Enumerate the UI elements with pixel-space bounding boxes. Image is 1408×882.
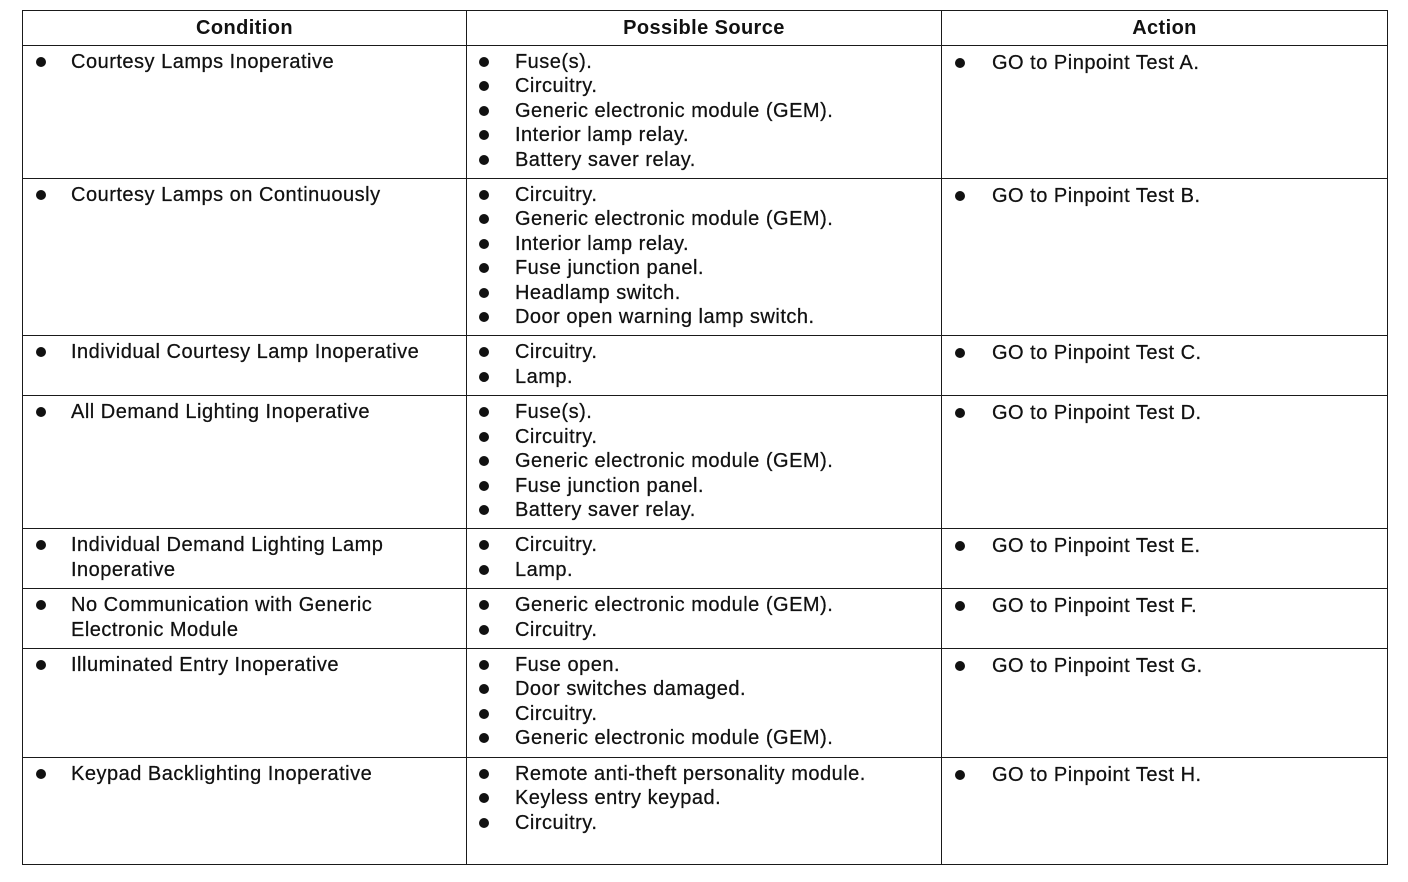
table-header: [23, 11, 1388, 46]
condition-item: [23, 400, 466, 424]
condition-cell: [23, 396, 467, 529]
source-item: [467, 726, 941, 750]
header-action: Action: [942, 11, 1388, 46]
source-text: Generic electronic module (GEM).: [514, 450, 834, 473]
bullet-icon: [479, 263, 489, 273]
action-cell: [942, 46, 1388, 179]
table-row: [23, 589, 1388, 649]
source-item: [467, 281, 941, 305]
source-item: [467, 533, 941, 557]
bullet-icon: [36, 540, 46, 550]
source-text: Lamp.: [514, 365, 574, 388]
possible-source-cell: [466, 757, 941, 864]
action-text: GO to Pinpoint Test A.: [992, 52, 1200, 74]
action-item: [942, 763, 1387, 787]
source-text: Door open warning lamp switch.: [514, 306, 815, 329]
bullet-icon: [479, 793, 489, 803]
action-text: GO to Pinpoint Test C.: [992, 342, 1202, 365]
source-item: [467, 498, 941, 522]
header-possible-source: Possible Source: [466, 11, 941, 46]
bullet-icon: [479, 456, 489, 466]
condition-item: [23, 50, 466, 74]
bullet-icon: [955, 191, 965, 201]
diagnosis-table: [22, 10, 1388, 865]
source-item: [467, 653, 941, 677]
bullet-icon: [479, 407, 489, 417]
possible-source-cell: [466, 46, 941, 179]
action-cell: [942, 336, 1388, 396]
bullet-icon: [479, 130, 489, 140]
bullet-icon: [479, 481, 489, 491]
bullet-icon: [36, 600, 46, 610]
bullet-icon: [955, 661, 965, 671]
action-cell: [942, 648, 1388, 757]
condition-text: Keypad Backlighting Inoperative: [71, 762, 373, 785]
source-item: [467, 449, 941, 473]
action-cell: [942, 529, 1388, 589]
source-item: [467, 99, 941, 123]
condition-item: [23, 762, 466, 786]
bullet-icon: [479, 769, 489, 779]
source-text: Interior lamp relay.: [514, 124, 690, 147]
condition-text: Individual Demand Lighting Lamp Inoperative: [71, 534, 384, 581]
possible-source-cell: [466, 396, 941, 529]
condition-item: [23, 533, 466, 582]
action-cell: [942, 589, 1388, 649]
source-item: [467, 232, 941, 256]
source-text: Circuitry.: [514, 811, 598, 834]
bullet-icon: [479, 818, 489, 828]
bullet-icon: [479, 565, 489, 575]
source-text: Fuse junction panel.: [514, 474, 704, 497]
possible-source-cell: [466, 648, 941, 757]
bullet-icon: [479, 709, 489, 719]
action-text: GO to Pinpoint Test E.: [992, 535, 1201, 558]
possible-source-cell: [466, 529, 941, 589]
condition-text: All Demand Lighting Inoperative: [71, 401, 371, 424]
bullet-icon: [955, 770, 965, 780]
source-item: [467, 677, 941, 701]
condition-cell: [23, 46, 467, 179]
table-row: [23, 179, 1388, 336]
bullet-icon: [479, 372, 489, 382]
condition-text: Illuminated Entry Inoperative: [71, 653, 339, 676]
bullet-icon: [479, 106, 489, 116]
action-text: GO to Pinpoint Test B.: [992, 185, 1201, 208]
condition-cell: [23, 336, 467, 396]
source-text: Generic electronic module (GEM).: [514, 208, 834, 231]
table-row: [23, 648, 1388, 757]
condition-item: [23, 183, 466, 207]
action-text: GO to Pinpoint Test G.: [992, 654, 1203, 677]
source-item: [467, 786, 941, 810]
condition-cell: [23, 529, 467, 589]
condition-text: Individual Courtesy Lamp Inoperative: [71, 341, 420, 364]
possible-source-cell: [466, 589, 941, 649]
source-text: Interior lamp relay.: [514, 232, 690, 255]
bullet-icon: [955, 348, 965, 358]
bullet-icon: [36, 347, 46, 357]
source-item: [467, 365, 941, 389]
bullet-icon: [955, 408, 965, 418]
condition-text: Courtesy Lamps on Continuously: [71, 184, 381, 207]
source-item: [467, 593, 941, 617]
action-item: [942, 341, 1387, 365]
source-item: [467, 702, 941, 726]
source-text: Generic electronic module (GEM).: [514, 727, 834, 750]
action-item: [942, 401, 1387, 425]
source-text: Fuse(s).: [514, 51, 593, 73]
bullet-icon: [479, 288, 489, 298]
bullet-icon: [479, 239, 489, 249]
bullet-icon: [36, 660, 46, 670]
action-cell: [942, 757, 1388, 864]
source-text: Generic electronic module (GEM).: [514, 99, 834, 122]
condition-item: [23, 653, 466, 677]
source-text: Lamp.: [514, 558, 574, 581]
source-text: Circuitry.: [514, 534, 598, 557]
bullet-icon: [479, 155, 489, 165]
action-item: [942, 51, 1387, 75]
source-text: Headlamp switch.: [514, 281, 681, 304]
action-item: [942, 594, 1387, 618]
action-item: [942, 184, 1387, 208]
bullet-icon: [36, 57, 46, 67]
action-item: [942, 654, 1387, 678]
source-item: [467, 207, 941, 231]
condition-cell: [23, 757, 467, 864]
bullet-icon: [479, 190, 489, 200]
bullet-icon: [36, 769, 46, 779]
bullet-icon: [36, 190, 46, 200]
possible-source-cell: [466, 179, 941, 336]
condition-cell: [23, 589, 467, 649]
condition-item: [23, 340, 466, 364]
table-row: [23, 336, 1388, 396]
source-item: [467, 618, 941, 642]
bullet-icon: [479, 733, 489, 743]
action-cell: [942, 396, 1388, 529]
bullet-icon: [955, 601, 965, 611]
source-item: [467, 425, 941, 449]
bullet-icon: [479, 347, 489, 357]
bullet-icon: [479, 81, 489, 91]
action-cell: [942, 179, 1388, 336]
action-item: [942, 534, 1387, 558]
bullet-icon: [955, 541, 965, 551]
source-item: [467, 474, 941, 498]
bullet-icon: [479, 600, 489, 610]
source-item: [467, 762, 941, 786]
table-row: [23, 757, 1388, 864]
table-row: [23, 396, 1388, 529]
action-text: GO to Pinpoint Test F.: [992, 595, 1198, 618]
bullet-icon: [479, 214, 489, 224]
source-item: [467, 558, 941, 582]
action-text: GO to Pinpoint Test H.: [992, 763, 1202, 786]
bullet-icon: [479, 432, 489, 442]
condition-text: No Communication with Generic Electronic Module: [71, 594, 373, 641]
bullet-icon: [479, 505, 489, 515]
source-item: [467, 400, 941, 424]
table-body: [23, 46, 1388, 865]
bullet-icon: [479, 312, 489, 322]
source-item: [467, 74, 941, 98]
source-text: Keyless entry keypad.: [514, 787, 722, 810]
bullet-icon: [479, 684, 489, 694]
source-text: Battery saver relay.: [514, 148, 696, 171]
table-row: [23, 529, 1388, 589]
condition-text: Courtesy Lamps Inoperative: [71, 51, 335, 73]
header-condition: Condition: [23, 11, 467, 46]
source-item: [467, 50, 941, 74]
bullet-icon: [36, 407, 46, 417]
bullet-icon: [479, 660, 489, 670]
condition-item: [23, 593, 466, 642]
source-item: [467, 811, 941, 835]
source-item: [467, 340, 941, 364]
source-text: Circuitry.: [514, 184, 598, 207]
source-text: Circuitry.: [514, 702, 598, 725]
source-text: Fuse junction panel.: [514, 257, 704, 280]
header-row: [23, 11, 1388, 46]
source-text: Circuitry.: [514, 75, 598, 98]
source-text: Circuitry.: [514, 425, 598, 448]
source-text: Battery saver relay.: [514, 498, 696, 521]
bullet-icon: [479, 540, 489, 550]
source-text: Remote anti-theft personality module.: [514, 762, 866, 785]
action-text: GO to Pinpoint Test D.: [992, 402, 1202, 425]
source-text: Fuse open.: [514, 653, 621, 676]
condition-cell: [23, 179, 467, 336]
bullet-icon: [955, 58, 965, 68]
source-text: Circuitry.: [514, 341, 598, 364]
source-item: [467, 183, 941, 207]
bullet-icon: [479, 625, 489, 635]
source-text: Circuitry.: [514, 618, 598, 641]
bullet-icon: [479, 57, 489, 67]
source-text: Generic electronic module (GEM).: [514, 594, 834, 617]
possible-source-cell: [466, 336, 941, 396]
source-text: Door switches damaged.: [514, 678, 747, 701]
source-item: [467, 148, 941, 172]
source-text: Fuse(s).: [514, 401, 593, 424]
source-item: [467, 123, 941, 147]
condition-cell: [23, 648, 467, 757]
source-item: [467, 305, 941, 329]
table-row: [23, 46, 1388, 179]
source-item: [467, 256, 941, 280]
